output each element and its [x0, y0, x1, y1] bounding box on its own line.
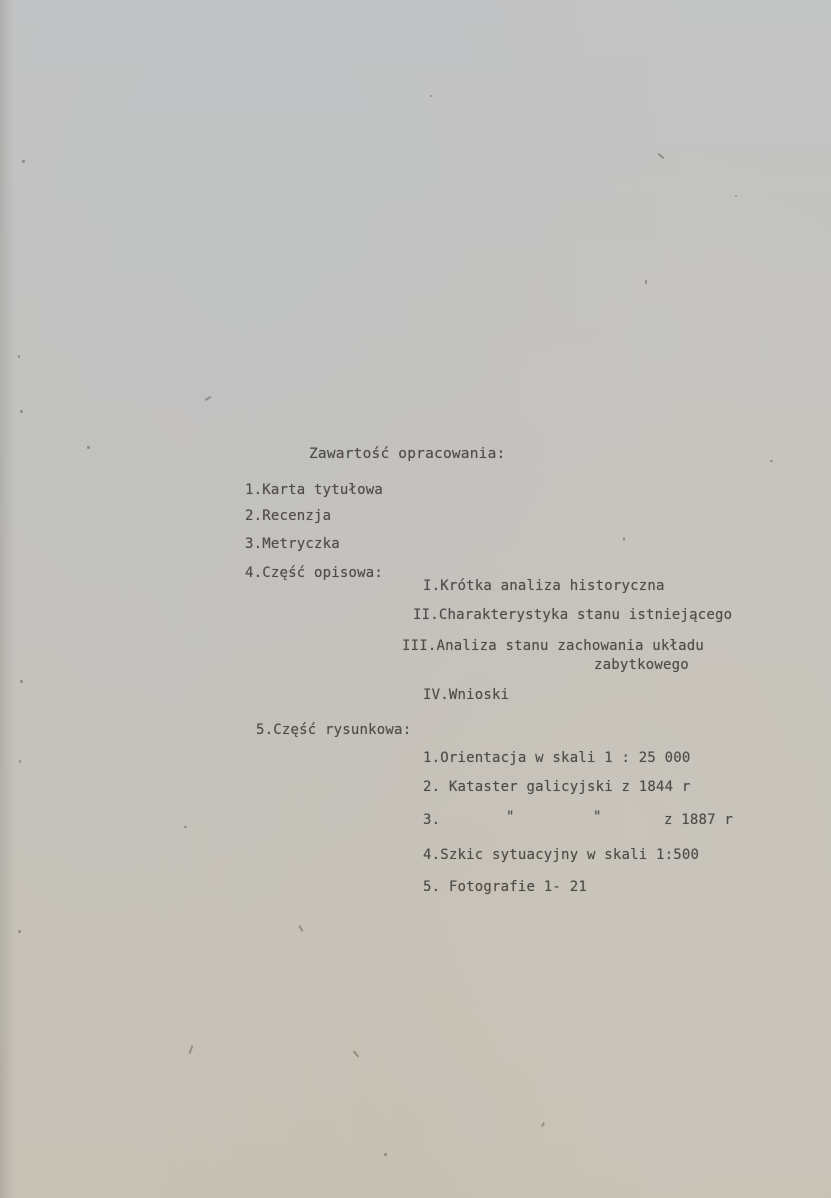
- ditto-mark: ": [506, 809, 515, 825]
- paper-speck: [384, 1153, 387, 1156]
- page-edge-shadow: [0, 0, 14, 1198]
- paper-speck: [770, 460, 773, 462]
- item-descriptive-part: 4.Część opisowa:: [245, 565, 384, 581]
- paper-speck: [18, 355, 20, 358]
- paper-speck: [189, 1045, 194, 1054]
- paper-speck: [20, 410, 23, 413]
- item-site-sketch: 4.Szkic sytuacyjny w skali 1:500: [423, 847, 700, 863]
- paper-speck: [430, 95, 432, 97]
- item-record-sheet: 3.Metryczka: [245, 536, 340, 552]
- paper-speck: [19, 760, 21, 763]
- item-cadastre-1887-year: z 1887 r: [664, 812, 734, 828]
- item-title-page: 1.Karta tytułowa: [245, 482, 384, 498]
- item-cadastre-1844: 2. Kataster galicyjski z 1844 r: [423, 779, 691, 795]
- paper-speck: [657, 153, 664, 160]
- paper-speck: [18, 930, 21, 933]
- paper-speck: [20, 680, 23, 683]
- item-orientation-map: 1.Orientacja w skali 1 : 25 000: [423, 750, 691, 766]
- item-preservation-analysis-cont: zabytkowego: [594, 657, 689, 673]
- item-photographs: 5. Fotografie 1- 21: [423, 879, 587, 895]
- ditto-mark: ": [593, 809, 602, 825]
- item-historical-analysis: I.Krótka analiza historyczna: [423, 578, 665, 594]
- paper-speck: [184, 826, 187, 828]
- item-conclusions: IV.Wnioski: [423, 687, 510, 703]
- paper-speck: [735, 195, 737, 197]
- paper-speck: [623, 537, 625, 541]
- item-review: 2.Recenzja: [245, 508, 332, 524]
- paper-speck: [87, 446, 90, 449]
- item-preservation-analysis: III.Analiza stanu zachowania układu: [402, 638, 705, 654]
- paper-speck: [541, 1122, 545, 1127]
- paper-speck: [22, 160, 25, 163]
- contents-heading: Zawartość opracowania:: [309, 446, 506, 462]
- paper-speck: [353, 1050, 360, 1057]
- paper-speck: [645, 280, 647, 284]
- paper-speck: [204, 396, 211, 401]
- paper-speck: [298, 925, 303, 932]
- item-cadastre-1887-number: 3.: [423, 812, 441, 828]
- item-drawing-part: 5.Część rysunkowa:: [256, 722, 412, 738]
- item-existing-state: II.Charakterystyka stanu istniejącego: [413, 607, 733, 623]
